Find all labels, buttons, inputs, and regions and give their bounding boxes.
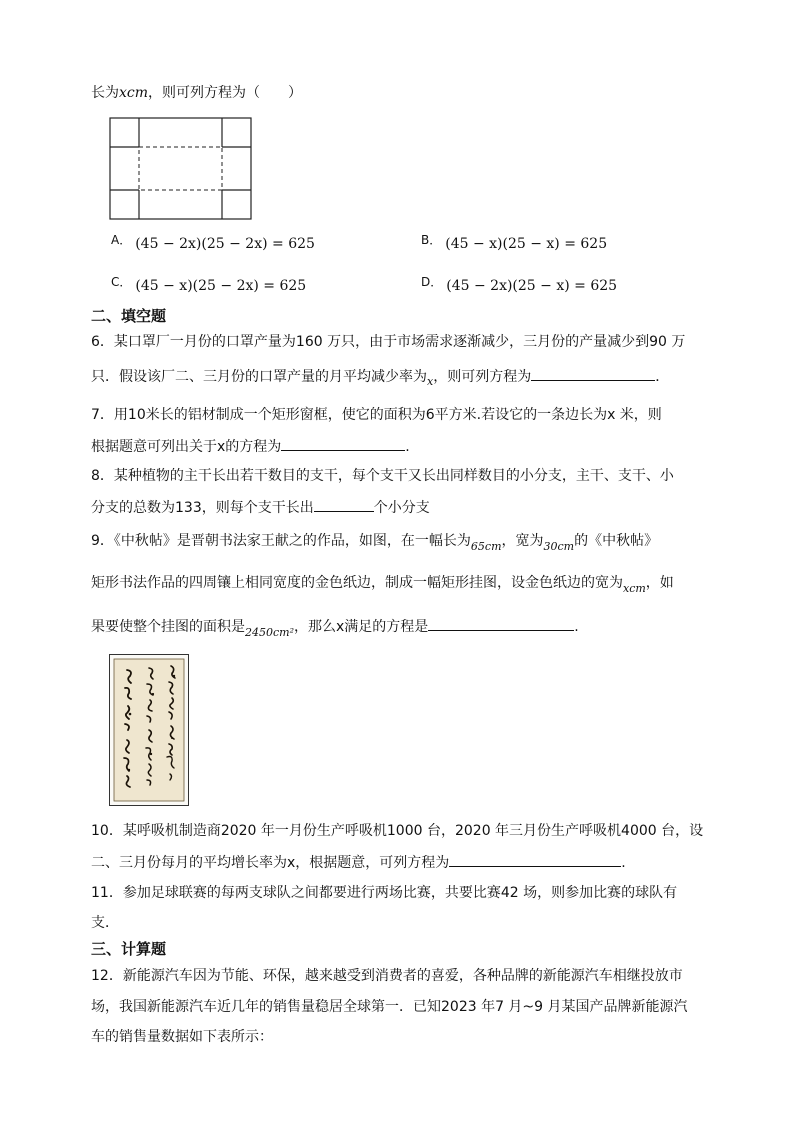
option-letter: C．: [111, 275, 132, 289]
q10-line-1: 10．某呼吸机制造商2020 年一月份生产呼吸机1000 台，2020 年三月份生产呼吸机4000 台，设: [91, 823, 704, 839]
q9-l2-text-b: ，如: [645, 575, 674, 591]
q7-end: .: [405, 439, 410, 455]
q9-end: .: [574, 619, 579, 635]
q9-answer-blank[interactable]: [428, 616, 574, 631]
q5-tail-var: xcm: [119, 85, 149, 101]
q5-rectangle-figure: [108, 116, 254, 222]
q5-tail-suffix: ，则可列方程为（ ）: [148, 85, 303, 101]
q12-line-1: 12．新能源汽车因为节能、环保，越来越受到消费者的喜爱，各种品牌的新能源汽车相继投放市: [91, 968, 683, 984]
section-2-title: 二、填空题: [91, 307, 167, 325]
option-letter: A．: [111, 233, 132, 247]
option-letter: D．: [421, 275, 443, 289]
option-letter: B．: [421, 233, 442, 247]
q9-line-1: [91, 531, 658, 552]
option-text: (45 − 2x)(25 − x) = 625: [446, 278, 618, 294]
q7-line-2: [91, 436, 410, 457]
q9-l3-text-b: ，那么x满足的方程是: [294, 619, 429, 635]
q10-text-a: 二、三月份每月的平均增长率为x，根据题意，可列方程为: [91, 855, 450, 871]
dashed-fold-rectangle: [139, 147, 222, 190]
q10-end: .: [621, 855, 626, 871]
q6-var: x: [427, 375, 434, 388]
outer-rectangle: [110, 118, 251, 219]
option-text: (45 − x)(25 − x) = 625: [445, 236, 608, 252]
calligraphy-image: [109, 654, 189, 806]
q9-l1-text-a: 9．《中秋帖》是晋朝书法家王献之的作品，如图，在一幅长为: [91, 533, 471, 549]
q8-line-2: [91, 497, 430, 518]
q5-option-d[interactable]: [421, 276, 617, 296]
q12-line-3: 车的销售量数据如下表所示：: [91, 1029, 273, 1045]
q9-width: 30cm: [543, 540, 575, 553]
q10-line-2: [91, 852, 626, 873]
q7-answer-blank[interactable]: [281, 436, 405, 451]
q6-line-2: [91, 366, 669, 388]
q9-line-2: [91, 573, 674, 594]
q6-text-a: 只．假设该厂二、三月份的口罩产量的月平均减少率为: [91, 369, 427, 385]
q6-end: ．: [655, 369, 670, 385]
q8-answer-blank[interactable]: [314, 497, 374, 512]
q9-l1-text-c: 的《中秋帖》: [574, 533, 659, 549]
q11-line-1: 11．参加足球联赛的每两支球队之间都要进行两场比赛，共要比赛42 场，则参加比赛的球队有: [91, 885, 678, 901]
q5-option-c[interactable]: [111, 276, 306, 296]
q5-tail-line: [91, 83, 302, 103]
q7-text-a: 根据题意可列出关于x的方程为: [91, 439, 282, 455]
q10-answer-blank[interactable]: [449, 852, 621, 867]
option-text: (45 − 2x)(25 − 2x) = 625: [135, 236, 315, 252]
q9-l2-text-a: 矩形书法作品的四周镶上相同宽度的金色纸边，制成一幅矩形挂图，设金色纸边的宽为: [91, 575, 623, 591]
q8-text-b: 个小分支: [373, 500, 430, 516]
q6-line-1: 6．某口罩厂一月份的口罩产量为160 万只，由于市场需求逐渐减少，三月份的产量减少到90 万: [91, 334, 686, 350]
q9-line-3: [91, 616, 579, 638]
q6-answer-blank[interactable]: [531, 366, 655, 381]
q7-line-1: 7．用10米长的铝材制成一个矩形窗框，使它的面积为6平方米.若设它的一条边长为x 米，则: [91, 407, 662, 423]
q5-option-b[interactable]: [421, 234, 607, 254]
q9-l1-text-b: ，宽为: [501, 533, 544, 549]
q8-line-1: 8．某种植物的主干长出若干数目的支干，每个支干又长出同样数目的小分支，主干、支干、小: [91, 468, 674, 484]
q8-text-a: 分支的总数为133，则每个支干长出: [91, 500, 314, 516]
section-3-title: 三、计算题: [91, 940, 167, 958]
q6-text-b: ，则可列方程为: [433, 369, 532, 385]
q9-l3-text-a: 果要使整个挂图的面积是: [91, 619, 245, 635]
q12-line-2: 场，我国新能源汽车近几年的销售量稳居全球第一．已知2023 年7 月~9 月某国产品牌新能源汽: [91, 999, 688, 1015]
q11-line-2: 支．: [91, 915, 119, 931]
q5-option-a[interactable]: [111, 234, 315, 254]
q5-tail-prefix: 长为: [91, 85, 119, 101]
q9-area: 2450cm²: [245, 626, 294, 639]
q9-length: 65cm: [470, 540, 502, 553]
option-text: (45 − x)(25 − 2x) = 625: [135, 278, 307, 294]
q9-border-var: xcm: [623, 582, 646, 595]
